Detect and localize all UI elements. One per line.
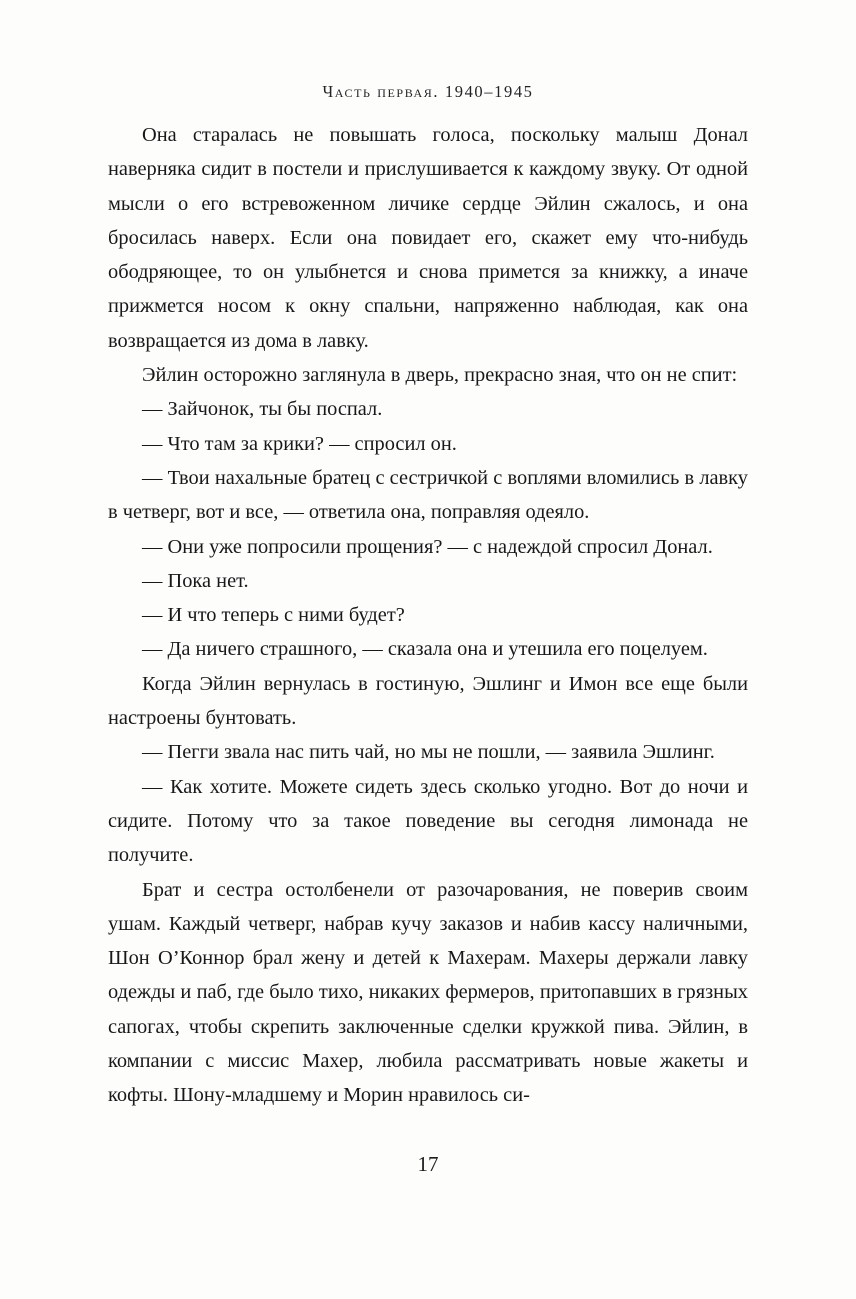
running-head: Часть первая. 1940–1945 [322,82,534,101]
paragraph: Она старалась не повышать голоса, поскольку малыш Донал наверняка сидит в постели и прислушивается к каждому звуку. От одной мысли о его встревоженном личике сердце Эйлин сжалось, и она бросилась наверх. Если она повидает его, скажет ему что-нибудь ободряющее, то он улыбнется и снова примется за книжку, а иначе прижмется носом к окну спальни, напряженно наблюдая, как она возвращается из дома в лавку. [108,124,748,352]
paragraph: Брат и сестра остолбенели от разочарования, не поверив своим ушам. Каждый четверг, набрав кучу заказов и набив кассу наличными, Шон О’Коннор брал жену и детей к Махерам. Махеры держали лавку одежды и паб, где было тихо, никаких фермеров, притопавших в грязных сапогах, чтобы скрепить заключенные сделки кружкой пива. Эйлин, в компании с миссис Махер, любила рассматривать новые жакеты и кофты. Шону-младшему и Морин нравилось си- [108,878,748,1107]
dialogue-line: — Зайчонок, ты бы поспал. [142,398,383,421]
page-number: 17 [417,1152,439,1176]
dialogue-line: — И что теперь с ними будет? [142,604,405,627]
dialogue-line: — Что там за крики? — спросил он. [142,432,457,455]
body-text [108,118,748,1113]
paragraph: Когда Эйлин вернулась в гостиную, Эшлинг и Имон все еще были настроены бунтовать. [108,672,748,730]
dialogue-line: — Как хотите. Можете сидеть здесь сколько угодно. Вот до ночи и сидите. Потому что за такое поведение вы сегодня лимонада не получите. [108,775,748,867]
paragraph: Эйлин осторожно заглянула в дверь, прекрасно зная, что он не спит: [142,364,738,387]
dialogue-line: — Твои нахальные братец с сестричкой с воплями вломились в лавку в четверг, вот и все, — ответила она, поправляя одеяло. [108,466,748,524]
dialogue-line: — Пегги звала нас пить чай, но мы не пошли, — заявила Эшлинг. [142,741,715,764]
dialogue-line: — Пока нет. [142,569,249,592]
dialogue-line: — Да ничего страшного, — сказала она и утешила его поцелуем. [142,638,708,661]
dialogue-line: — Они уже попросили прощения? — с надеждой спросил Донал. [142,535,713,558]
